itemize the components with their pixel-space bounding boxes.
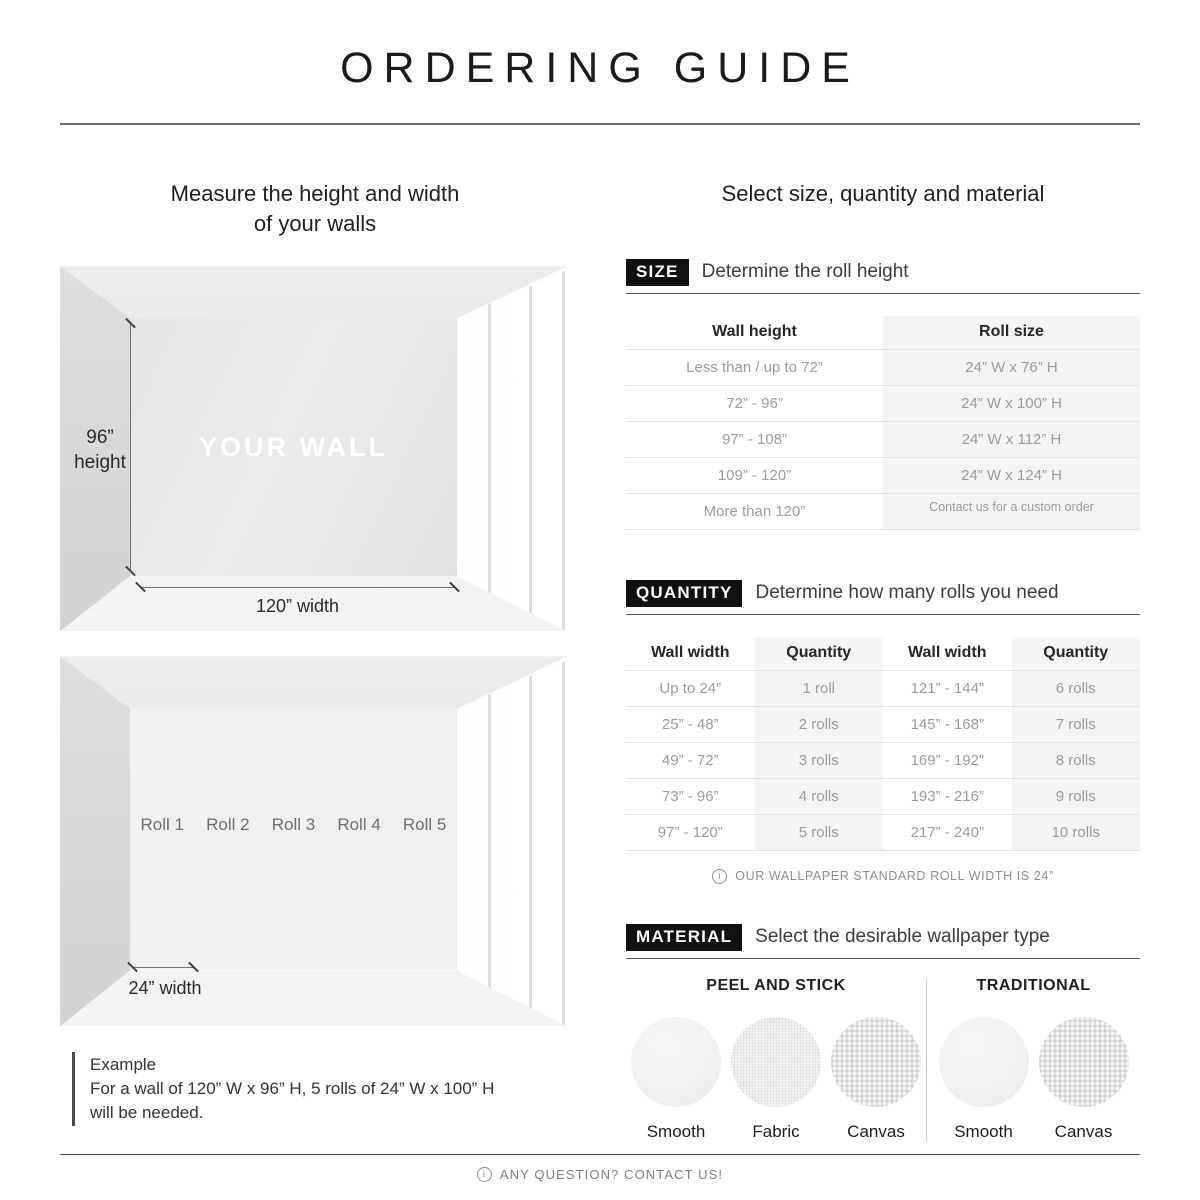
quantity-table: [626, 637, 1140, 851]
roll-label: Roll 5: [402, 814, 447, 834]
table-cell: 109” - 120”: [626, 457, 883, 493]
quantity-section-header: [626, 580, 1140, 615]
quantity-section-title: Determine how many rolls you need: [755, 582, 1059, 604]
width-dimension-line: [140, 587, 455, 588]
quantity-section: [626, 580, 1140, 884]
size-table: [626, 316, 1140, 530]
main-content: [0, 179, 1200, 1142]
window-mullion: [562, 656, 565, 1026]
roll-label: Roll 1: [140, 814, 184, 834]
roll-width-note: [626, 869, 1140, 884]
table-cell: 7 rolls: [1012, 706, 1141, 742]
info-icon: i: [712, 869, 727, 884]
material-swatch: [937, 1017, 1030, 1142]
material-group-name: TRADITIONAL: [976, 976, 1091, 994]
material-swatch: [830, 1017, 923, 1142]
page-title: ORDERING GUIDE: [340, 44, 860, 92]
roll-label: Roll 3: [271, 814, 316, 834]
table-header-cell: Quantity: [755, 637, 884, 670]
material-swatch: [630, 1017, 723, 1142]
material-section: [626, 924, 1140, 1142]
roll-panels: [130, 709, 457, 971]
example-line1: For a wall of 120” W x 96” H, 5 rolls of 24” W x 100” H: [90, 1079, 495, 1099]
table-cell: 4 rolls: [755, 778, 884, 814]
table-cell: 9 rolls: [1012, 778, 1141, 814]
table-cell: 6 rolls: [1012, 670, 1141, 706]
material-swatch: [730, 1017, 823, 1142]
info-icon: i: [477, 1167, 492, 1182]
table-cell: Contact us for a custom order: [883, 493, 1140, 529]
table-header-cell: Wall height: [712, 322, 797, 340]
table-cell: 3 rolls: [755, 742, 884, 778]
measure-column: [60, 179, 570, 1142]
smooth-texture-swatch: [631, 1017, 721, 1107]
table-cell: 10 rolls: [1012, 814, 1141, 850]
window-mullion: [529, 266, 532, 631]
size-badge: SIZE: [626, 259, 689, 286]
material-groups: [626, 977, 1140, 1142]
smooth-texture-swatch: [939, 1017, 1029, 1107]
select-column: [626, 179, 1140, 1142]
table-cell: 72” - 96”: [626, 385, 883, 421]
table-cell: 5 rolls: [755, 814, 884, 850]
table-cell: 24” W x 124” H: [883, 457, 1140, 493]
table-cell: 2 rolls: [755, 706, 884, 742]
swatch-row: [927, 1017, 1140, 1142]
example-block: [72, 1052, 570, 1125]
swatch-label: Fabric: [752, 1121, 800, 1141]
window-mullion: [488, 656, 491, 1026]
material-group: [626, 977, 926, 1142]
window-mullion: [562, 266, 565, 631]
table-cell: 97” - 120”: [626, 814, 755, 850]
table-cell: 24” W x 112” H: [883, 421, 1140, 457]
canvas-texture-swatch: [1039, 1017, 1129, 1107]
swatch-row: [626, 1017, 926, 1142]
table-cell: 121” - 144”: [883, 670, 1012, 706]
table-cell: 25” - 48”: [626, 706, 755, 742]
table-cell: Up to 24”: [626, 670, 755, 706]
table-cell: 8 rolls: [1012, 742, 1141, 778]
example-title: Example: [90, 1055, 157, 1075]
swatch-label: Smooth: [646, 1121, 706, 1141]
table-cell: Less than / up to 72”: [626, 349, 883, 385]
example-line2: will be needed.: [90, 1102, 204, 1122]
measure-heading: [60, 179, 570, 238]
canvas-texture-swatch: [831, 1017, 921, 1107]
table-cell: 1 roll: [755, 670, 884, 706]
table-cell: 24” W x 76” H: [883, 349, 1140, 385]
table-cell: 193” - 216”: [883, 778, 1012, 814]
roll-width-note-text: OUR WALLPAPER STANDARD ROLL WIDTH IS 24”: [735, 869, 1054, 884]
table-header-cell: Wall width: [650, 643, 730, 661]
roll-label: Roll 4: [337, 814, 381, 834]
window-mullion: [488, 266, 491, 631]
measure-heading-line2: of your walls: [253, 210, 377, 236]
height-label: [62, 426, 138, 475]
width-label: 120” width: [255, 596, 340, 617]
material-swatch: [1037, 1017, 1130, 1142]
material-group: [927, 977, 1140, 1142]
table-cell: 145” - 168”: [883, 706, 1012, 742]
size-section-title: Determine the roll height: [701, 261, 909, 283]
height-value: 96”: [86, 427, 114, 449]
measure-heading-line1: Measure the height and width: [170, 181, 460, 206]
footer-content: [60, 1167, 1140, 1182]
page-footer: [60, 1154, 1140, 1182]
table-cell: More than 120”: [626, 493, 883, 529]
swatch-label: Canvas: [847, 1121, 905, 1141]
select-heading: Select size, quantity and material: [721, 181, 1045, 206]
table-header-cell: Quantity: [1012, 637, 1141, 670]
table-cell: 169” - 192”: [883, 742, 1012, 778]
room-illustration-rolls: [60, 656, 567, 1026]
roll-label: Roll 2: [206, 814, 250, 834]
table-cell: 24” W x 100” H: [883, 385, 1140, 421]
table-cell: 73” - 96”: [626, 778, 755, 814]
size-section: [626, 259, 1140, 530]
material-section-title: Select the desirable wallpaper type: [755, 926, 1050, 948]
quantity-badge: QUANTITY: [626, 580, 742, 607]
fabric-texture-swatch: [731, 1017, 821, 1107]
material-group-name: PEEL AND STICK: [706, 976, 846, 994]
swatch-label: Smooth: [954, 1121, 1013, 1141]
material-badge: MATERIAL: [626, 924, 742, 951]
room-back-wall: [130, 318, 457, 576]
room-illustration-your-wall: [60, 266, 567, 631]
height-word: height: [74, 452, 126, 474]
title-divider: [60, 123, 1140, 125]
roll-width-label: 24” width: [128, 978, 202, 999]
swatch-label: Canvas: [1054, 1121, 1113, 1141]
material-section-header: [626, 924, 1140, 959]
table-cell: 49” - 72”: [626, 742, 755, 778]
your-wall-label: YOUR WALL: [198, 431, 388, 462]
table-cell: 217” - 240”: [883, 814, 1012, 850]
size-section-header: [626, 259, 1140, 294]
footer-text: ANY QUESTION? CONTACT US!: [499, 1167, 724, 1182]
table-header-cell: Roll size: [883, 316, 1140, 349]
table-cell: 97” - 108”: [626, 421, 883, 457]
roll-width-dimension-line: [132, 967, 194, 968]
window-mullion: [529, 656, 532, 1026]
table-header-cell: Wall width: [907, 643, 987, 661]
